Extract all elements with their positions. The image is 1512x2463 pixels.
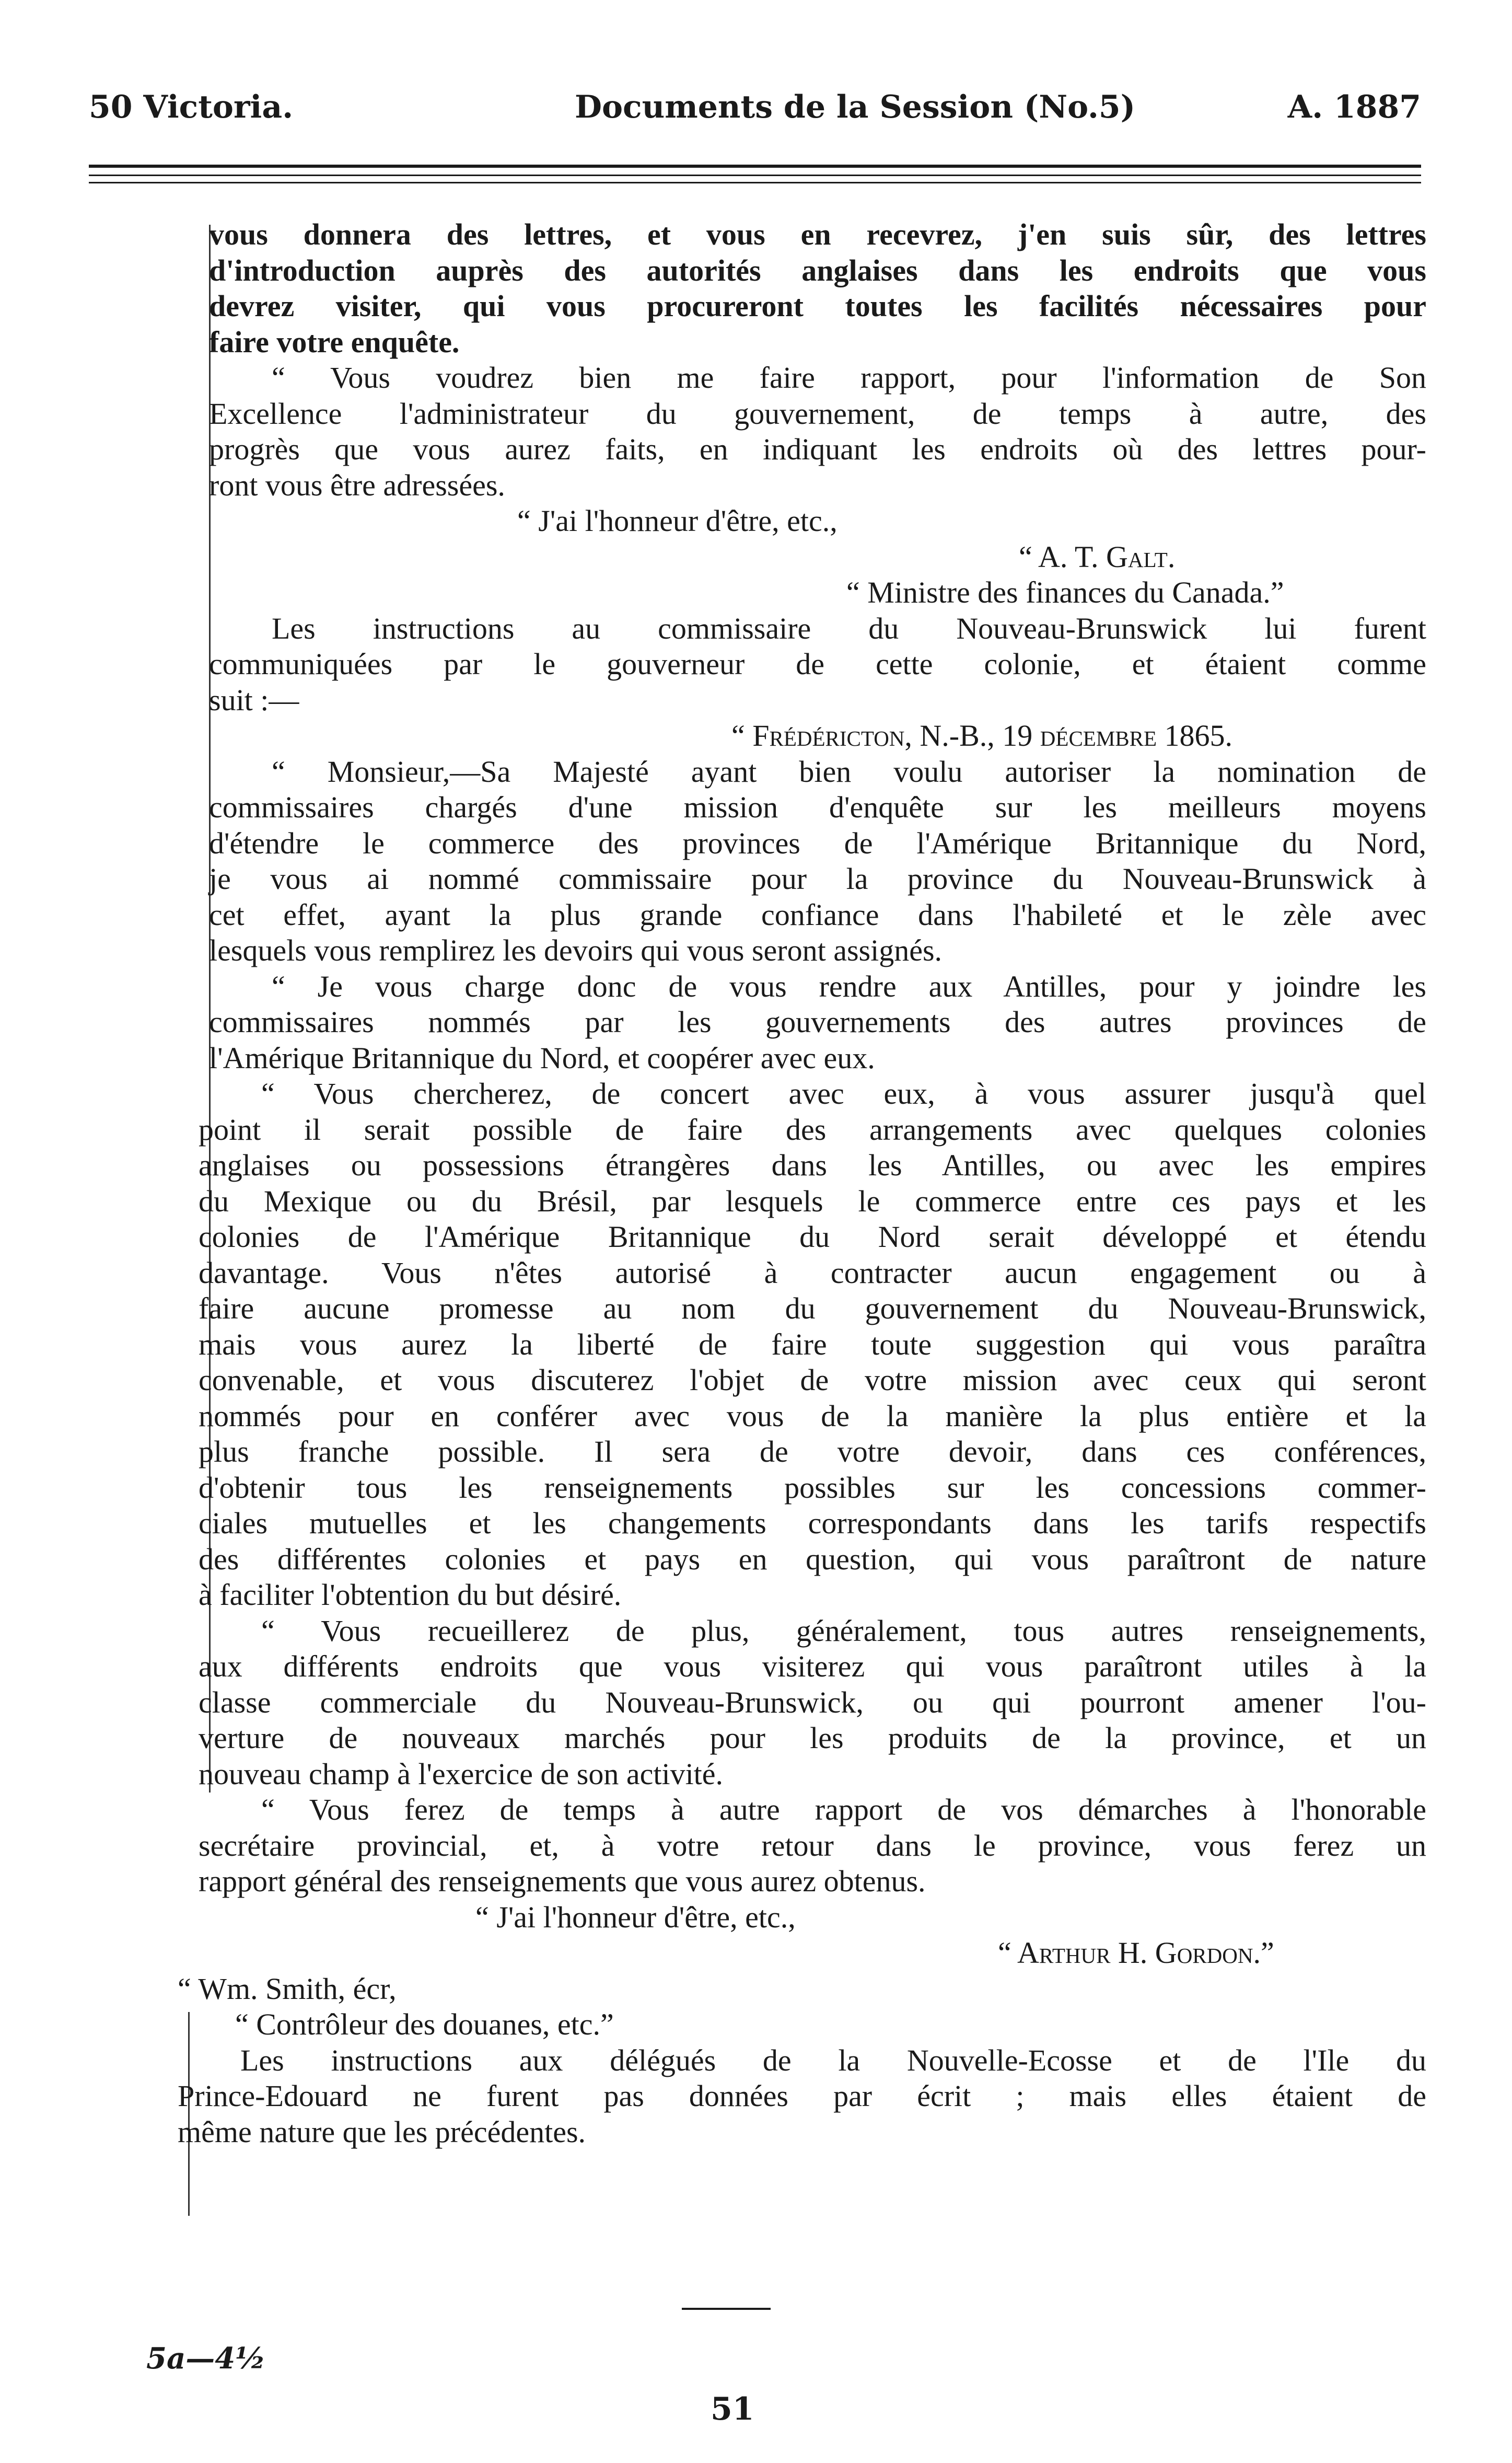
paragraph-9: [178, 2043, 1426, 2150]
paragraph-5: [209, 969, 1426, 1077]
header-rule-thin: [89, 175, 1421, 176]
header-rule-thick: [89, 165, 1421, 168]
header-left: 50 Victoria.: [89, 89, 294, 125]
text-line: “ Vous chercherez, de concert avec eux, à vous assurer jusqu'à quel: [261, 1077, 1426, 1111]
addressee-name: “ Wm. Smith, écr,: [178, 1971, 397, 2006]
text-line: commissaires nommés par les gouvernements des autres provinces de: [209, 1005, 1426, 1039]
addressee-title: “ Contrôleur des douanes, etc.”: [235, 2007, 614, 2041]
text-line: plus franche possible. Il sera de votre devoir, dans ces conférences,: [199, 1435, 1426, 1468]
closing-1: “ J'ai l'honneur d'être, etc.,: [517, 504, 838, 538]
paragraph-2: [209, 360, 1426, 503]
paragraph-6: [199, 1076, 1426, 1613]
text-line: ront vous être adressées.: [209, 468, 505, 502]
text-line: mais vous aurez la liberté de faire toute suggestion qui vous paraîtra: [199, 1327, 1426, 1361]
header-center: Documents de la Session (No.5): [575, 89, 1136, 125]
running-header: [89, 78, 1421, 136]
text-line: nouveau champ à l'exercice de son activité.: [199, 1756, 724, 1791]
signature-title-galt: “ Ministre des finances du Canada.”: [846, 575, 1284, 609]
text-line: “ Vous ferez de temps à autre rapport de vos démarches à l'honorable: [261, 1793, 1426, 1826]
header-rule-thin-2: [89, 182, 1421, 183]
text-line: davantage. Vous n'êtes autorisé à contracter aucun engagement ou à: [199, 1255, 1426, 1290]
text-line: je vous ai nommé commissaire pour la province du Nouveau-Brunswick à: [209, 862, 1426, 896]
text-line: d'étendre le commerce des provinces de l'Amérique Britannique du Nord,: [209, 826, 1426, 860]
text-line: d'obtenir tous les renseignements possibles sur les concessions commer-: [199, 1470, 1426, 1505]
text-line: l'Amérique Britannique du Nord, et coopérer avec eux.: [209, 1040, 875, 1075]
page-number: 51: [711, 2391, 754, 2427]
text-line: classe commerciale du Nouveau-Brunswick, ou qui pourront amener l'ou-: [199, 1685, 1426, 1719]
text-line: Prince-Edouard ne furent pas données par écrit ; mais elles étaient de: [178, 2079, 1426, 2113]
text-line: verture de nouveaux marchés pour les produits de la province, et un: [199, 1721, 1426, 1755]
text-line: du Mexique ou du Brésil, par lesquels le commerce entre ces pays et les: [199, 1184, 1426, 1218]
paragraph-8: [199, 1792, 1426, 1900]
text-line: nommés pour en conférer avec vous de la manière la plus entière et la: [199, 1398, 1426, 1433]
text-line: cet effet, ayant la plus grande confiance dans l'habileté et le zèle avec: [209, 897, 1426, 932]
text-line: lesquels vous remplirez les devoirs qui vous seront assignés.: [209, 933, 943, 967]
text-line: Les instructions au commissaire du Nouveau-Brunswick lui furent: [272, 611, 1426, 645]
text-line: même nature que les précédentes.: [178, 2114, 586, 2149]
signature-gordon: “ Arthur H. Gordon.”: [998, 1936, 1274, 1970]
text-line: des différentes colonies et pays en question, qui vous paraîtront de nature: [199, 1542, 1426, 1576]
text-line: ciales mutuelles et les changements correspondants dans les tarifs respectifs: [199, 1506, 1426, 1540]
text-line: “ Je vous charge donc de vous rendre aux Antilles, pour y joindre les: [272, 969, 1426, 1003]
text-line: “ Vous recueillerez de plus, généralement, tous autres renseignements,: [261, 1613, 1426, 1648]
text-line: colonies de l'Amérique Britannique du Nord serait développé et étendu: [199, 1220, 1426, 1254]
text-line: commissaires chargés d'une mission d'enquête sur les meilleurs moyens: [209, 790, 1426, 824]
header-right: A. 1887: [1287, 89, 1421, 125]
letter-date: “ Frédéricton, N.-B., 19 décembre 1865.: [731, 719, 1233, 753]
text-line: devrez visiter, qui vous procureront toutes les facilités nécessaires pour: [209, 289, 1426, 323]
signature-mark: 5a—4½: [146, 2341, 266, 2376]
closing-2: “ J'ai l'honneur d'être, etc.,: [475, 1900, 796, 1934]
text-line: faire aucune promesse au nom du gouvernement du Nouveau-Brunswick,: [199, 1291, 1426, 1325]
text-line: progrès que vous aurez faits, en indiquant les endroits où des lettres pour-: [209, 432, 1426, 466]
text-line: aux différents endroits que vous visiterez qui vous paraîtront utiles à la: [199, 1649, 1426, 1683]
text-line: suit :—: [209, 683, 299, 717]
text-line: à faciliter l'obtention du but désiré.: [199, 1578, 622, 1612]
text-line: rapport général des renseignements que vous aurez obtenus.: [199, 1864, 926, 1898]
text-line: point il serait possible de faire des arrangements avec quelques colonies: [199, 1112, 1426, 1147]
text-line: secrétaire provincial, et, à votre retour dans le province, vous ferez un: [199, 1828, 1426, 1863]
text-line: vous donnera des lettres, et vous en recevrez, j'en suis sûr, des lettres: [209, 217, 1426, 251]
paragraph-3: [209, 611, 1426, 719]
text-line: communiquées par le gouverneur de cette colonie, et étaient comme: [209, 647, 1426, 681]
document-body: [178, 217, 1426, 2150]
text-line: Les instructions aux délégués de la Nouvelle-Ecosse et de l'Ile du: [240, 2043, 1426, 2077]
text-line: anglaises ou possessions étrangères dans les Antilles, ou avec les empires: [199, 1148, 1426, 1182]
end-divider: [682, 2308, 771, 2310]
text-line: convenable, et vous discuterez l'objet de votre mission avec ceux qui seront: [199, 1363, 1426, 1397]
text-line: “ Vous voudrez bien me faire rapport, pour l'information de Son: [272, 361, 1426, 395]
text-line: “ Monsieur,—Sa Majesté ayant bien voulu autoriser la nomination de: [272, 754, 1426, 789]
text-line: Excellence l'administrateur du gouvernement, de temps à autre, des: [209, 396, 1426, 431]
text-line: faire votre enquête.: [209, 325, 460, 359]
signature-galt: “ A. T. Galt.: [1019, 539, 1176, 574]
paragraph-1: [209, 217, 1426, 360]
paragraph-4: [209, 754, 1426, 969]
text-line: d'introduction auprès des autorités anglaises dans les endroits que vous: [209, 253, 1426, 287]
paragraph-7: [199, 1613, 1426, 1793]
